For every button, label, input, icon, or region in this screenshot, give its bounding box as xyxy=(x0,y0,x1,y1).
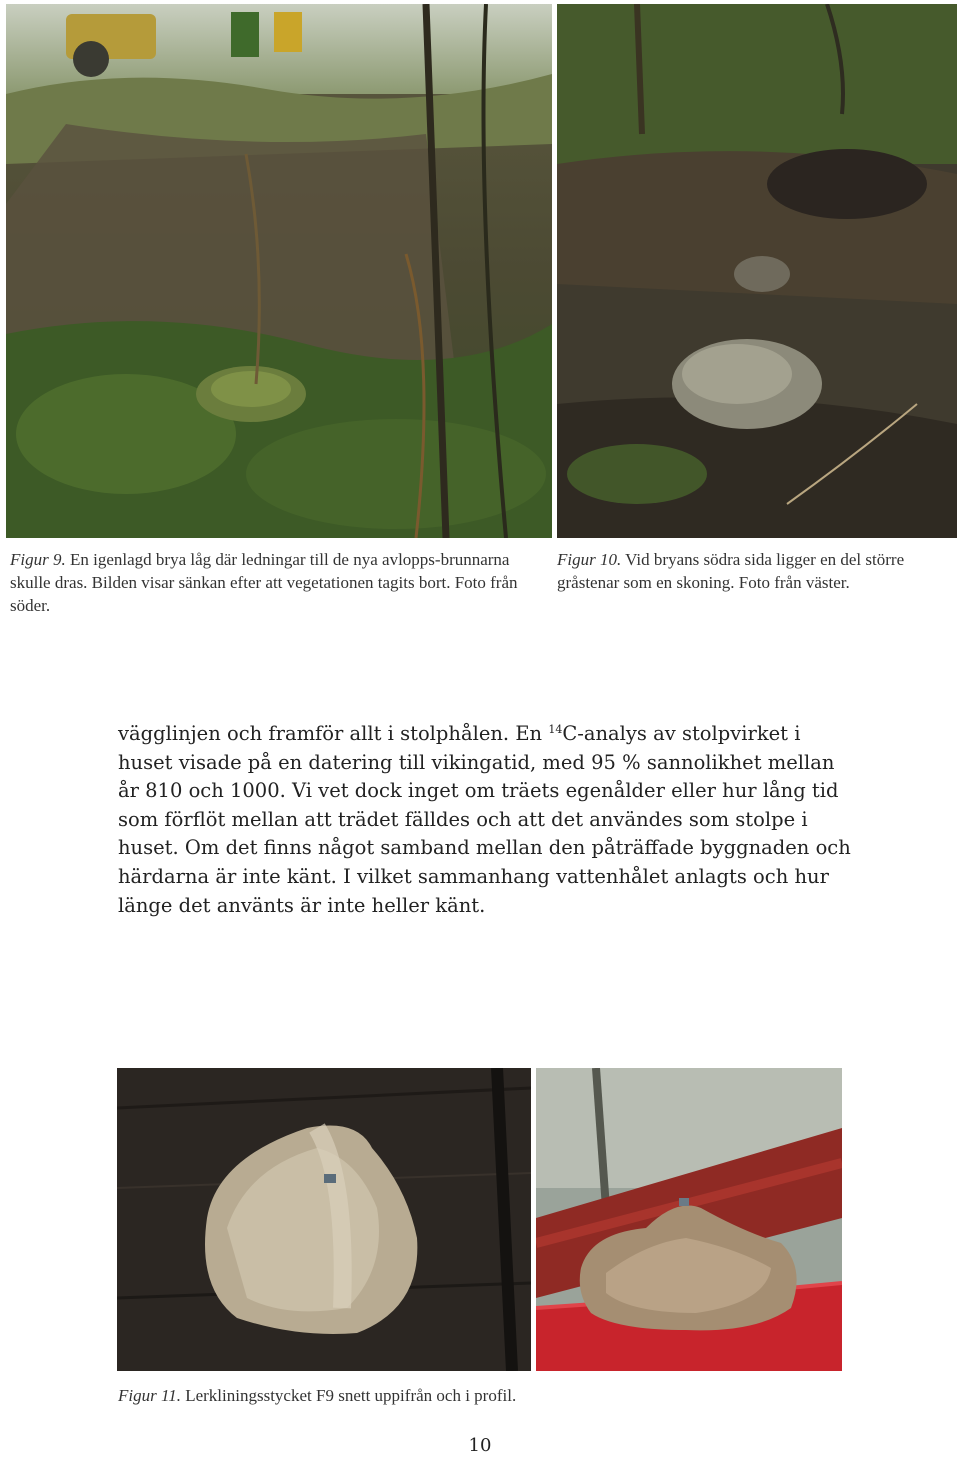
figure-10-photo xyxy=(557,4,957,538)
page-number: 10 xyxy=(468,1435,492,1456)
figure-11-label: Figur 11. xyxy=(118,1386,181,1405)
figure-11-caption xyxy=(118,1384,818,1407)
body-superscript: 14 xyxy=(548,723,563,736)
figure-11-photo-top xyxy=(117,1068,531,1371)
figure-9-image xyxy=(6,4,552,538)
figure-10-image xyxy=(557,4,957,538)
figure-11-image-top xyxy=(117,1068,531,1371)
figure-9-label: Figur 9. xyxy=(10,550,66,569)
figure-11-text: Lerkliningsstycket F9 snett uppifrån och i profil. xyxy=(180,1386,517,1405)
body-text-part-2: C-analys av stolpvirket i huset visade på en datering till vikingatid, med 95 % sannolikhet mellan år 810 och 1000. Vi vet dock inget om träets egenålder eller hur lång tid som förflöt mellan att trädet fälldes och att det användes som stolpe i huset. Om det finns något samband mellan den påträffade byggnaden och härdarna är inte känt. I vilket sammanhang vattenhålet anlagts och hur länge det använts är inte heller känt. xyxy=(118,722,851,917)
figure-11-image-profile xyxy=(536,1068,842,1371)
figure-10-text: Vid bryans södra sida ligger en del större gråstenar som en skoning. Foto från väster. xyxy=(557,550,905,592)
figure-10-caption xyxy=(557,548,960,594)
body-paragraph xyxy=(118,720,858,920)
figure-10-label: Figur 10. xyxy=(557,550,622,569)
body-text-part-1: vägglinjen och framför allt i stolphålen. En xyxy=(118,722,549,745)
figure-9-caption xyxy=(10,548,540,617)
figure-9-photo xyxy=(6,4,552,538)
figure-11-photo-profile xyxy=(536,1068,842,1371)
figure-9-text: En igenlagd brya låg där ledningar till de nya avlopps-brunnarna skulle dras. Bilden visar sänkan efter att vegetationen tagits bort. Foto från söder. xyxy=(10,550,518,615)
